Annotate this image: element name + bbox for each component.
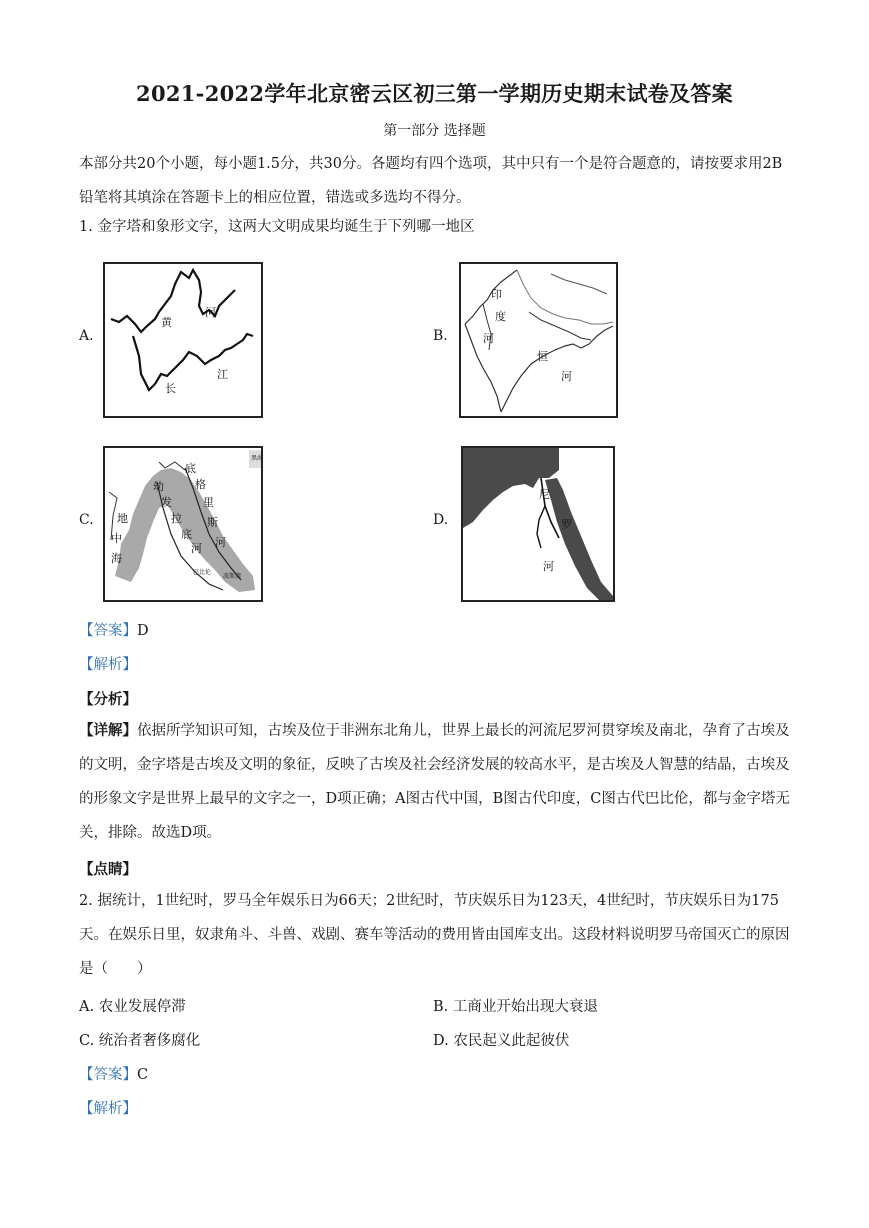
svg-text:幼: 幼	[153, 480, 164, 493]
q1-option-d-map	[461, 446, 615, 602]
answer-tag: 【答案】	[79, 623, 137, 639]
answer-tag: 【答案】	[79, 1067, 137, 1083]
q2-option-a: A. 农业发展停滞	[79, 999, 186, 1015]
q1-dianjing-tag: 【点睛】	[79, 861, 137, 878]
map-india	[461, 264, 616, 416]
svg-text:里: 里	[203, 496, 214, 509]
q1-option-a-letter: A.	[79, 328, 94, 344]
svg-text:中: 中	[111, 532, 122, 545]
svg-text:发: 发	[161, 496, 172, 509]
q1-fenxi-tag: 【分析】	[79, 691, 137, 708]
q2-answer	[79, 1063, 148, 1084]
svg-text:拉: 拉	[171, 512, 182, 525]
svg-text:底: 底	[185, 462, 196, 475]
map-nile	[463, 448, 613, 600]
svg-text:巴比伦: 巴比伦	[193, 569, 212, 576]
svg-text:黑海: 黑海	[251, 455, 264, 462]
svg-text:黄: 黄	[161, 316, 172, 329]
svg-text:地: 地	[117, 512, 128, 525]
q1-option-c-letter: C.	[79, 512, 94, 528]
svg-text:河: 河	[561, 370, 572, 383]
svg-text:河: 河	[205, 306, 216, 319]
svg-text:底: 底	[181, 528, 192, 541]
svg-text:江: 江	[217, 368, 228, 381]
q1-option-c-map	[103, 446, 263, 602]
section-heading: 第一部分 选择题	[383, 123, 486, 139]
instructions: 本部分共20个小题，每小题1.5分，共30分。各题均有四个选项，其中只有一个是符合题意的，请按要求用2B铅笔将其填涂在答题卡上的相应位置，错选或多选均不得分。	[79, 156, 783, 206]
svg-text:长: 长	[165, 382, 176, 395]
svg-text:河: 河	[215, 536, 226, 549]
svg-text:恒: 恒	[537, 350, 548, 363]
svg-text:波斯湾: 波斯湾	[223, 573, 242, 580]
q1-option-b-letter: B.	[433, 328, 448, 344]
q1-stem: 1. 金字塔和象形文字，这两大文明成果均诞生于下列哪一地区	[79, 219, 475, 235]
q1-answer	[79, 619, 149, 640]
answer-value: C	[137, 1067, 149, 1083]
detail-tag: 【详解】	[79, 722, 137, 739]
q1-option-b-map	[459, 262, 618, 418]
q1-analysis-tag: 【解析】	[79, 657, 137, 673]
q2-analysis-tag: 【解析】	[79, 1101, 137, 1117]
q1-option-d-letter: D.	[433, 512, 449, 528]
q2-option-b: B. 工商业开始出现大衰退	[433, 999, 598, 1015]
q2-stem: 2. 据统计，1世纪时，罗马全年娱乐日为66天；2世纪时，节庆娱乐日为123天，4世纪时，节庆娱乐日为175天。在娱乐日里，奴隶角斗、斗兽、戏剧、赛车等活动的费用皆由国库支出。这段材料说明罗马帝国灭亡的原因是（ ）	[79, 893, 790, 977]
answer-value: D	[137, 623, 149, 639]
svg-text:罗: 罗	[561, 518, 572, 531]
detail-text: 依据所学知识可知，古埃及位于非洲东北角儿，世界上最长的河流尼罗河贯穿埃及南北，孕育了古埃及的文明，金字塔是古埃及文明的象征，反映了古埃及社会经济发展的较高水平，是古埃及人智慧的结晶，古埃及的形象文字是世界上最早的文字之一，D项正确；A图古代中国，B图古代印度，C图古代巴比伦，都与金字塔无关，排除。故选D项。	[79, 723, 790, 841]
svg-text:尼: 尼	[539, 488, 550, 501]
q2-option-c: C. 统治者奢侈腐化	[79, 1033, 201, 1049]
map-yellow-yangtze	[105, 264, 261, 416]
svg-text:印: 印	[491, 288, 502, 301]
q1-detail	[79, 714, 791, 850]
q2-option-d: D. 农民起义此起彼伏	[433, 1033, 570, 1049]
svg-text:河: 河	[191, 542, 202, 555]
svg-text:海: 海	[111, 552, 122, 565]
map-mesopotamia	[105, 448, 264, 600]
svg-text:河: 河	[483, 332, 494, 345]
svg-text:斯: 斯	[207, 516, 218, 529]
page-title: 2021-2022学年北京密云区初三第一学期历史期末试卷及答案	[136, 81, 733, 106]
svg-text:度: 度	[495, 310, 506, 323]
q1-option-a-map	[103, 262, 263, 418]
svg-text:格: 格	[195, 478, 206, 491]
svg-text:河: 河	[543, 560, 554, 573]
